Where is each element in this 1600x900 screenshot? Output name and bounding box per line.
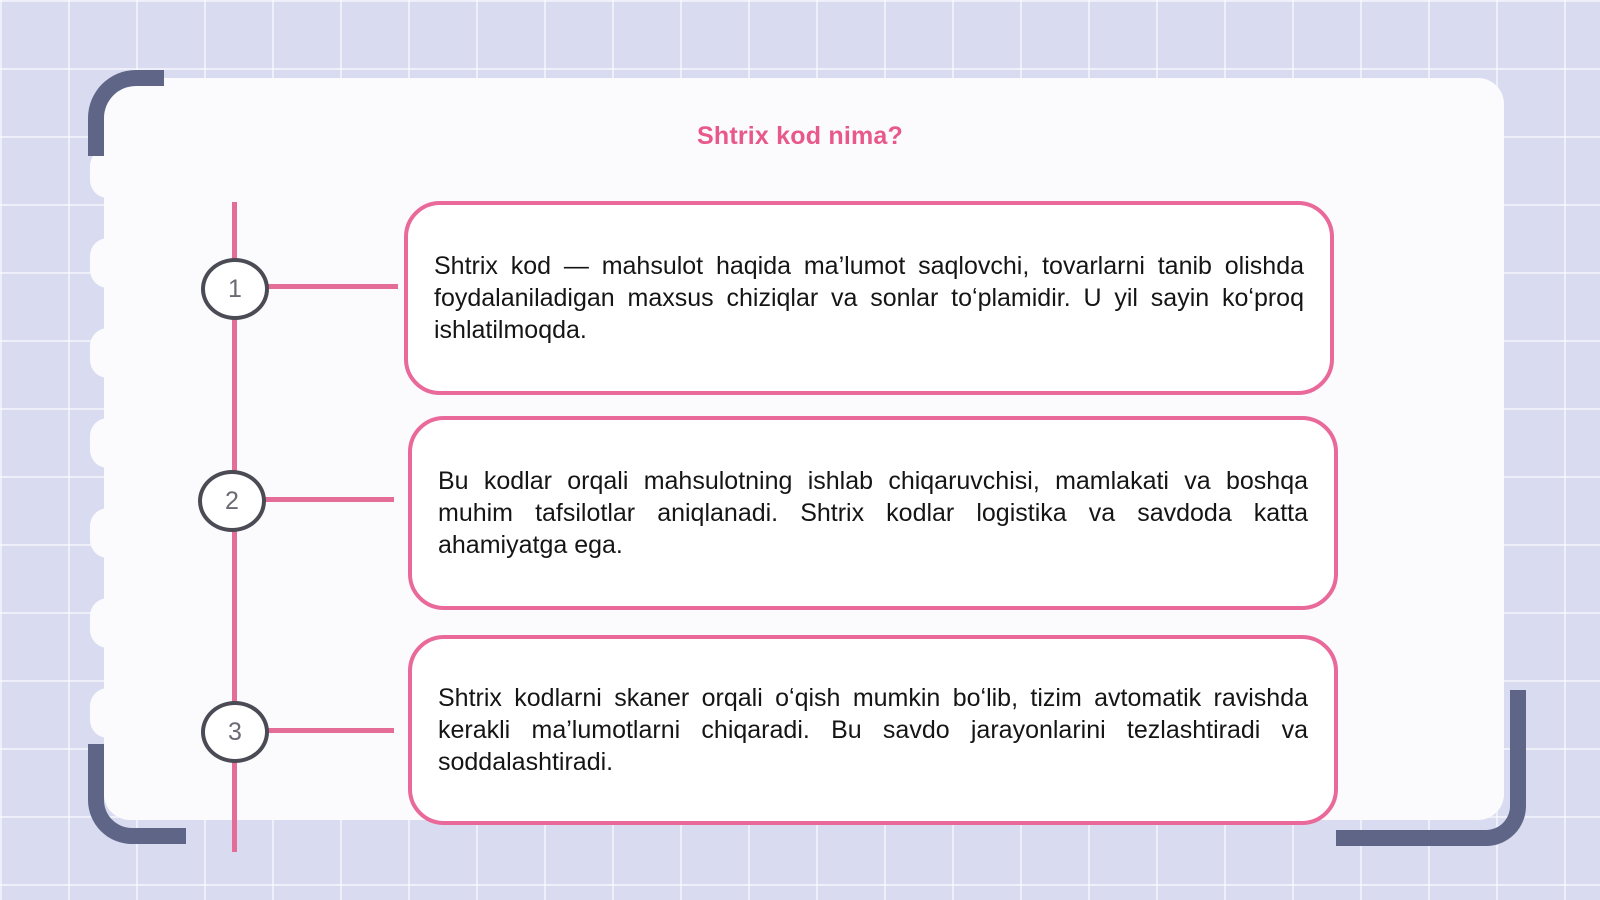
step-connector (262, 497, 394, 502)
step-text: Shtrix kod — mahsulot haqida ma’lumot saqlovchi, tovarlarni tanib olishda foydalaniladigan maxsus chiziqlar va sonlar toʻplamidir. U yil sayin koʻproq ishlatilmoqda. (434, 252, 1304, 344)
step-number-badge (201, 258, 269, 320)
sheet-scallop (90, 598, 126, 648)
slide-title: Shtrix kod nima? (696, 122, 903, 150)
step-card (404, 201, 1334, 395)
sheet-scallop (90, 328, 126, 378)
sheet-scallop (90, 688, 126, 738)
step-card (408, 416, 1338, 610)
step-number: 1 (228, 274, 242, 303)
step-number-badge (201, 701, 269, 763)
step-card (408, 635, 1338, 825)
corner-bracket-bottom-left (88, 744, 186, 844)
sheet-scallop (90, 418, 126, 468)
corner-bracket-bottom-right (1336, 690, 1526, 846)
step-number: 2 (225, 486, 239, 515)
step-text: Bu kodlar orqali mahsulotning ishlab chiqaruvchisi, mamlakati va boshqa muhim tafsilotlar aniqlanadi. Shtrix kodlar logistika va savdoda katta ahamiyatga ega. (438, 467, 1308, 559)
sheet-scallop (90, 238, 126, 288)
sheet-scallop (90, 508, 126, 558)
step-number-badge (198, 470, 266, 532)
step-number: 3 (228, 717, 242, 746)
step-connector (264, 284, 398, 289)
step-text: Shtrix kodlarni skaner orqali oʻqish mumkin boʻlib, tizim avtomatik ravishda kerakli ma’lumotlarni chiqaradi. Bu savdo jarayonlarini tezlashtiradi va soddalashtiradi. (438, 684, 1308, 776)
step-connector (264, 728, 394, 733)
